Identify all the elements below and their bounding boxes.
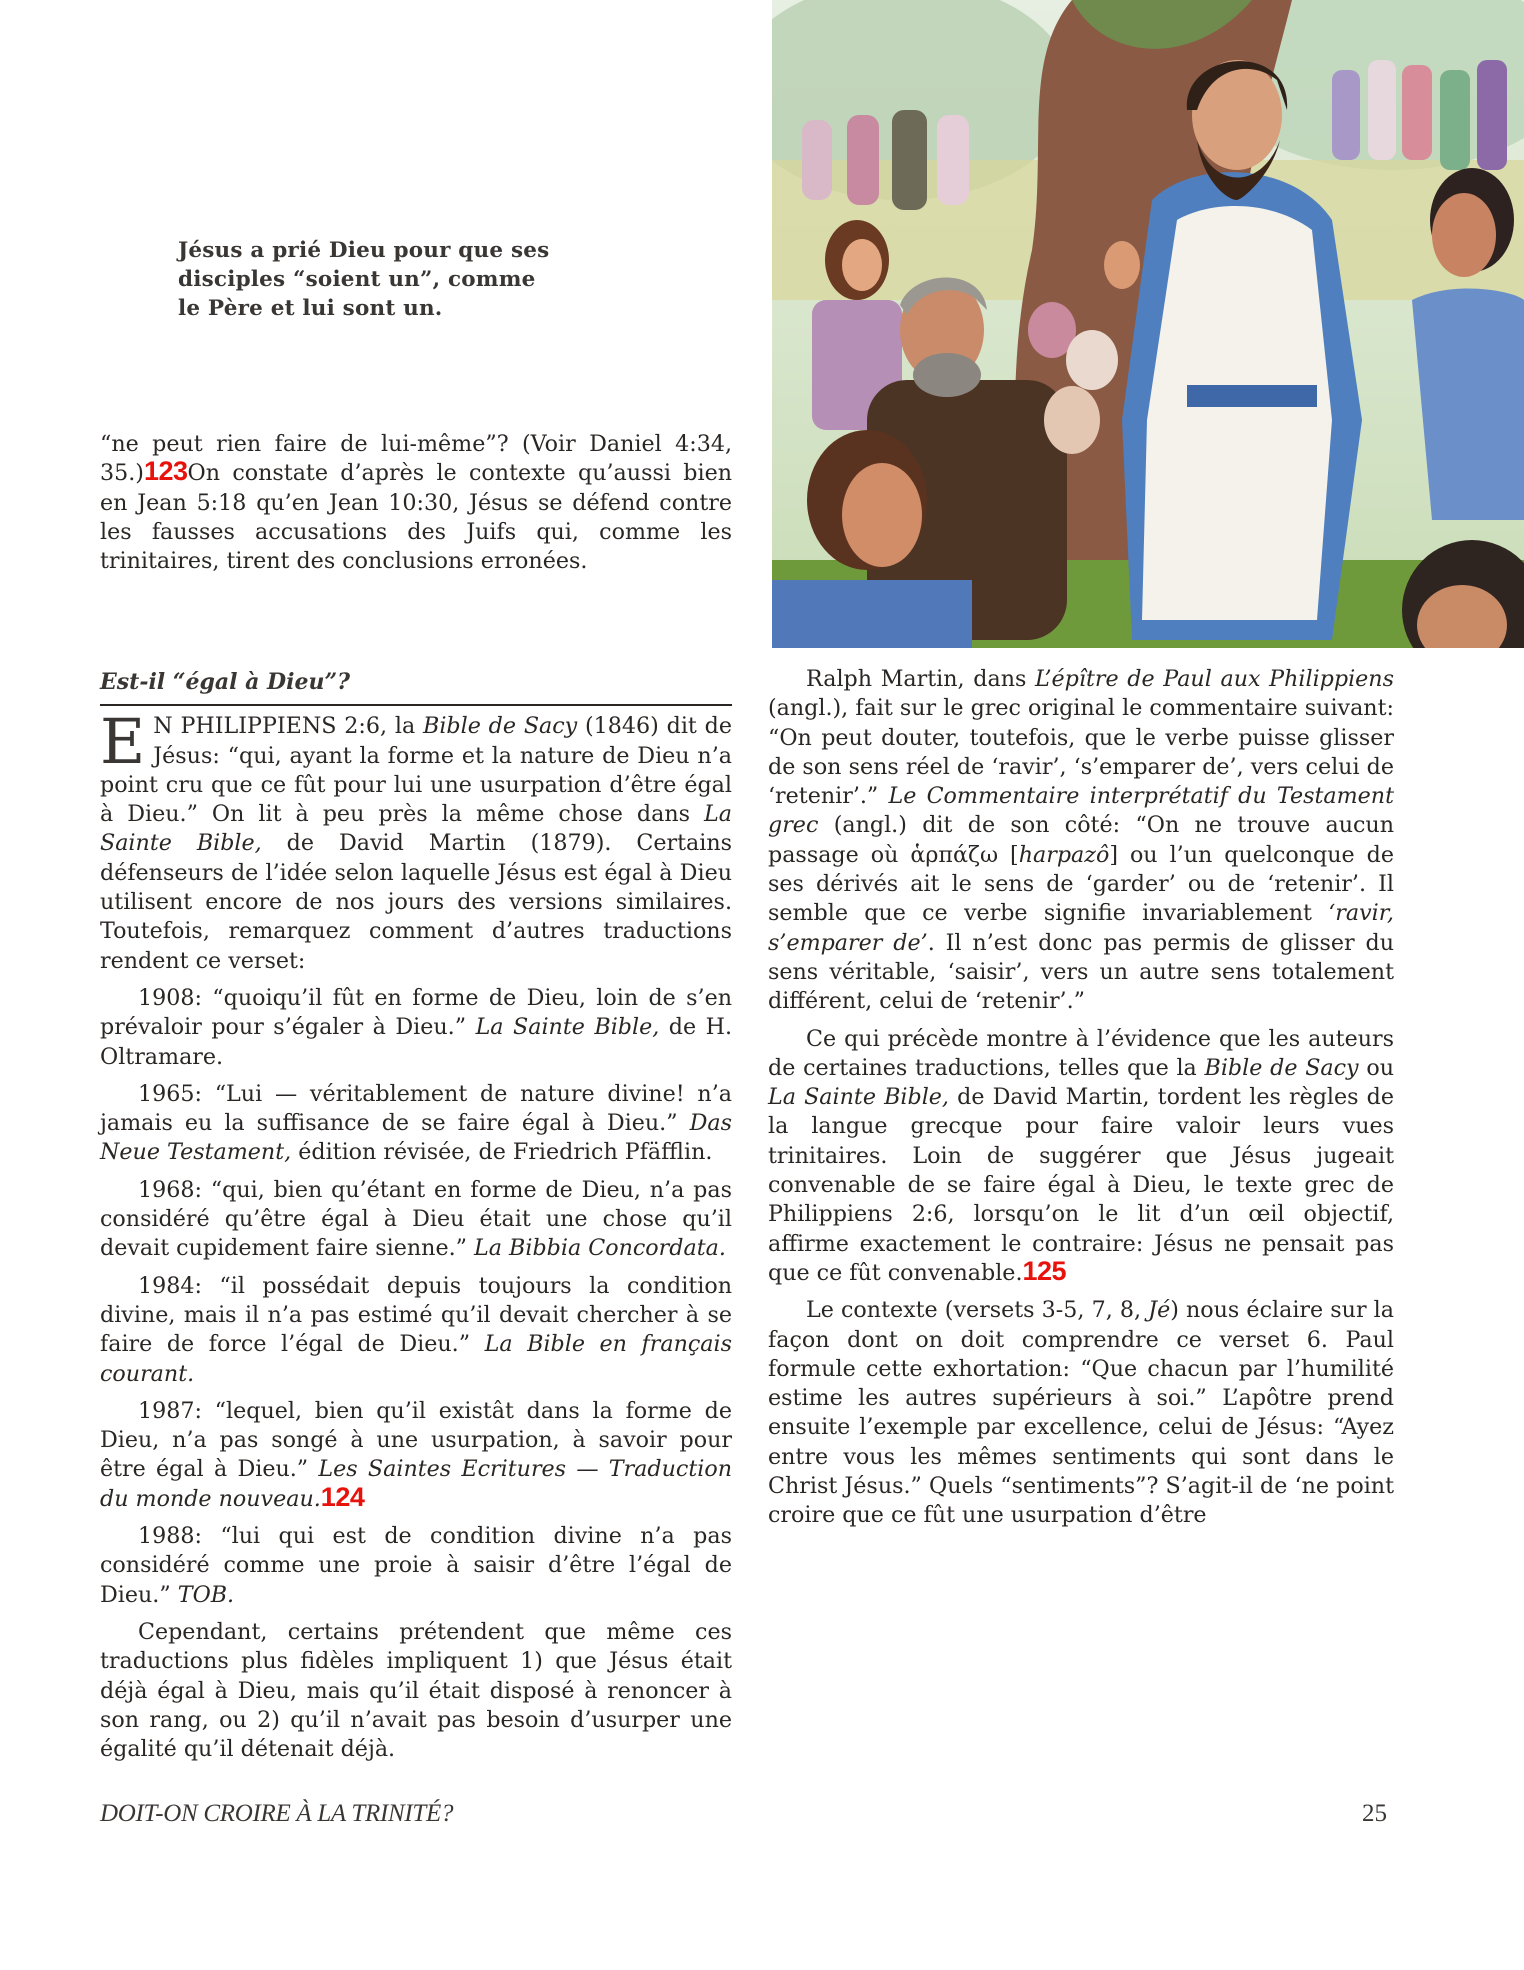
paragraph-text: (angl.) dit de son côté: “On ne trouve aucun passage où ἁρπάζω [	[768, 812, 1394, 868]
quote-source: La Bible en français courant.	[100, 1331, 733, 1387]
book-title: La Sainte Bible,	[768, 1084, 949, 1111]
body-paragraph	[768, 665, 1394, 1017]
book-title: Le Commentaire interprétatif du Testament grec	[768, 783, 1394, 839]
intro-paragraph	[100, 430, 732, 576]
quote-text: 1908: “quoiqu’il fût en forme de Dieu, loin de s’en prévaloir pour s’égaler à Dieu.”	[100, 984, 732, 1041]
paragraph-text: ] ou l’un quelconque de ses dérivés ait le sens de ‘garder’ ou de ‘retenir’. Il semble que ce verbe signifie invariablement	[768, 841, 1394, 927]
translation-quote	[100, 1522, 732, 1610]
quote-source: Les Saintes Ecritures — Traduction du monde nouveau.	[100, 1456, 732, 1512]
running-footer-title: DOIT-ON CROIRE À LA TRINITÉ?	[100, 1800, 454, 1827]
intro-text: “ne peut rien faire de lui-même”? (Voir Daniel 4:34, 35.)	[100, 431, 732, 487]
quote-text: 1965: “Lui — véritablement de nature divine! n’a jamais eu la suffisance de se faire égal à Dieu.”	[100, 1080, 732, 1137]
translation-quote	[100, 984, 732, 1072]
paragraph-text: Ralph Martin, dans	[806, 666, 1036, 692]
body-paragraph: Cependant, certains prétendent que même ces traductions plus fidèles impliquent 1) que Jésus était déjà égal à Dieu, mais qu’il était disposé à renoncer à son rang, ou 2) qu’il n’avait pas besoin d’usurper une égalité qu’il détenait déjà.	[100, 1618, 732, 1763]
illustration-caption	[178, 236, 638, 323]
quote-text: édition révisée, de Friedrich Pfäfflin.	[291, 1139, 713, 1166]
right-column	[768, 665, 1394, 1531]
paragraph-text: de David Martin, tordent les règles de la langue grecque pour faire valoir leurs vues trinitaires. Loin de suggérer que Jésus jugeait convenable de se faire égal à Dieu, le texte grec de Philippiens 2:6, lorsqu’on le lit d’un œil objectif, affirme exactement le contraire: Jésus ne pensait pas que ce fût convenable.	[768, 1084, 1394, 1286]
translation-quote	[100, 1080, 732, 1168]
bible-abbreviation: Jé	[1148, 1297, 1171, 1324]
section-opening-paragraph	[100, 705, 732, 976]
translation-quote	[100, 1176, 732, 1264]
body-paragraph	[768, 1025, 1394, 1289]
section-heading: Est-il “égal à Dieu”?	[100, 668, 732, 706]
quote-text: 1968: “qui, bien qu’étant en forme de Dieu, n’a pas considéré qu’être égal à Dieu était une chose qu’il devait cupidement faire sienne.”	[100, 1176, 732, 1262]
quote-text: de H. Oltramare.	[100, 1014, 733, 1070]
quote-source: Das Neue Testament,	[100, 1110, 732, 1166]
paragraph-text: ou	[1358, 1054, 1394, 1081]
paragraph-text: ) nous éclaire sur la façon dont on doit comprendre ce verset 6. Paul formule cette exhortation: “Que chacun par l’humilité estime les autres supérieurs à soi.” L’apôtre prend ensuite l’exemple par excellence, celui de Jésus: “Ayez entre vous les mêmes sentiments qui sont dans le Christ Jésus.” Quels “sentiments”? S’agit-il de ‘ne point croire que ce fût une usurpation d’être	[768, 1297, 1395, 1529]
quote-source: TOB.	[177, 1581, 235, 1608]
intro-text: On constate d’après le contexte qu’aussi bien en Jean 5:18 qu’en Jean 10:30, Jésus se défend contre les fausses accusations des Juifs qui, comme les trinitaires, tirent des conclusions erronées.	[100, 460, 732, 575]
left-column	[100, 668, 732, 1764]
paragraph-text: Le contexte (versets 3-5, 7, 8,	[806, 1297, 1149, 1324]
reference-marker[interactable]: 123	[143, 456, 188, 487]
illustration-image	[772, 0, 1524, 648]
paragraph-text: de David Martin (1879). Certains défenseurs de l’idée selon laquelle Jésus est égal à Dieu utilisent encore de nos jours des versions similaires. Toutefois, remarquez comment d’autres traductions rendent ce verset:	[100, 830, 732, 974]
book-title: La Sainte Bible,	[100, 801, 732, 857]
emphasis-text: ‘ravir, s’emparer de’	[768, 900, 1394, 956]
book-title: L’épître de Paul aux Philippiens	[1035, 666, 1394, 692]
quote-text: 1984: “il possédait depuis toujours la condition divine, mais il n’a pas estimé qu’il devait chercher à se faire de force l’égal de Dieu.”	[100, 1272, 732, 1358]
drop-cap: E	[100, 705, 146, 779]
page-number: 25	[1362, 1800, 1387, 1827]
reference-marker[interactable]: 125	[1022, 1255, 1067, 1286]
greek-transliteration: harpazô	[1018, 841, 1110, 868]
paragraph-text: . Il n’est donc pas permis de glisser du sens véritable, ‘saisir’, vers un autre sens totalement différent, celui de ‘retenir’.”	[768, 929, 1394, 1015]
quote-text: 1988: “lui qui est de condition divine n’a pas considéré comme une proie à saisir d’être l’égal de Dieu.”	[100, 1523, 732, 1608]
body-paragraph	[768, 1296, 1394, 1530]
book-title: Bible de Sacy	[1204, 1054, 1359, 1081]
caption-line: le Père et lui sont un.	[178, 296, 443, 321]
paragraph-text: Ce qui précède montre à l’évidence que les auteurs de certaines traductions, telles que la	[768, 1025, 1394, 1081]
jesus-teaching-illustration	[772, 0, 1524, 648]
translation-quote	[100, 1272, 732, 1389]
paragraph-text: (1846) dit de Jésus: “qui, ayant la forme et la nature de Dieu n’a point cru que ce fût pour lui une usurpation d’être égal à Dieu.” On lit à peu près la même chose dans	[100, 713, 732, 828]
translation-quote	[100, 1397, 732, 1514]
book-title: Bible de Sacy	[423, 713, 578, 740]
quote-source: La Sainte Bible,	[475, 1014, 660, 1041]
reference-marker[interactable]: 124	[320, 1481, 365, 1512]
paragraph-text: (angl.), fait sur le grec original le commentaire suivant: “On peut douter, toutefois, que le verbe puisse glisser de son sens réel de ‘ravir’, ‘s’emparer de’, vers celui de ‘retenir’.”	[768, 695, 1394, 810]
caption-line: Jésus a prié Dieu pour que ses	[178, 238, 550, 263]
caption-line: disciples “soient un”, comme	[178, 267, 536, 292]
quote-source: La Bibbia Concordata.	[474, 1235, 726, 1262]
paragraph-text: N PHILIPPIENS 2:6, la	[153, 713, 424, 740]
quote-text: 1987: “lequel, bien qu’il existât dans la forme de Dieu, n’a pas songé à une usurpation, à savoir pour être égal à Dieu.”	[100, 1397, 732, 1483]
